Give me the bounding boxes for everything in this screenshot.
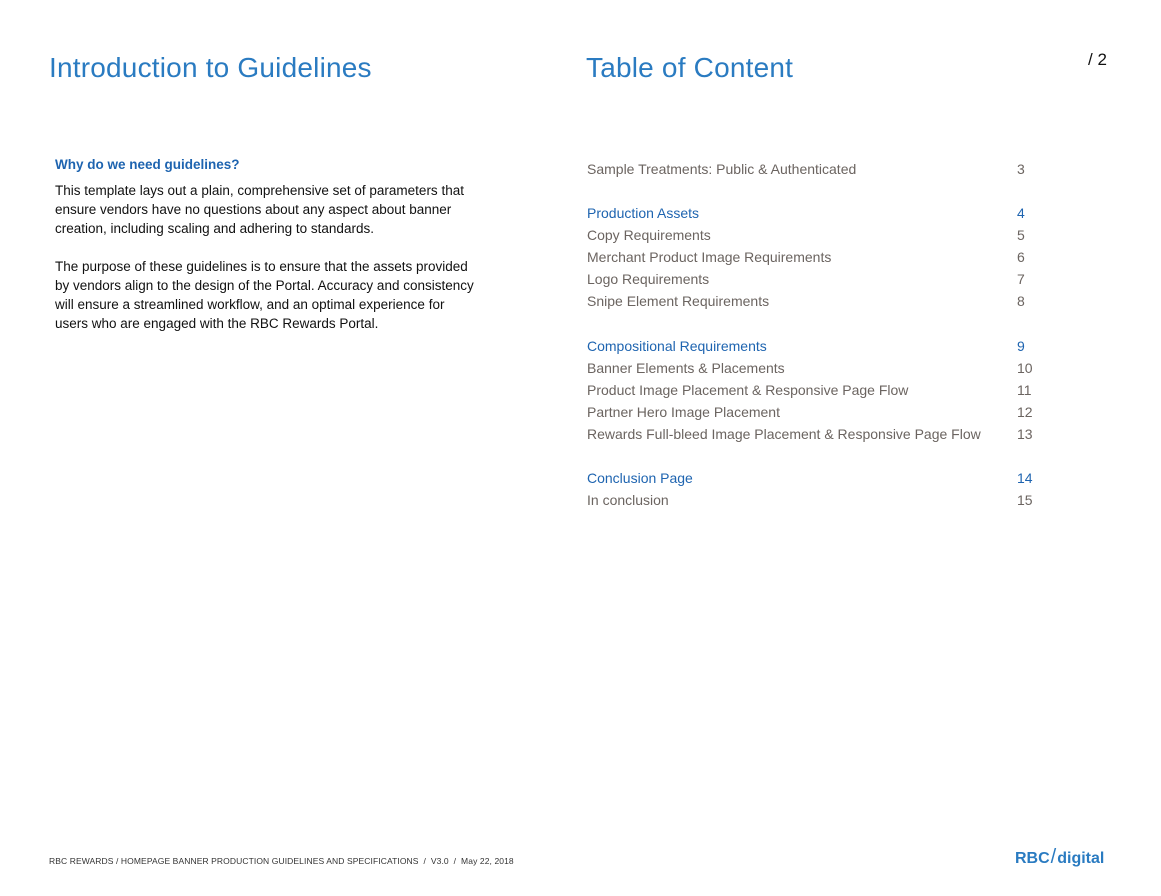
toc-item-page: 13 <box>1017 426 1033 442</box>
toc-item-page: 7 <box>1017 271 1025 287</box>
toc-item-partner-hero[interactable] <box>587 401 1033 423</box>
toc-item-page: 9 <box>1017 338 1025 354</box>
footer-text: RBC REWARDS / HOMEPAGE BANNER PRODUCTION GUIDELINES AND SPECIFICATIONS / V3.0 / May 22, 2018 <box>49 856 514 866</box>
toc-item-page: 3 <box>1017 161 1025 177</box>
intro-paragraph: The purpose of these guidelines is to ensure that the assets provided by vendors align to the design of the Portal. Accuracy and consistency will ensure a streamlined workflow, and an optimal experience for users who are engaged with the RBC Rewards Portal. <box>55 259 474 331</box>
toc-item-snipe-element[interactable] <box>587 290 1033 312</box>
intro-title: Introduction to Guidelines <box>49 52 372 83</box>
intro-paragraph: This template lays out a plain, comprehensive set of parameters that ensure vendors have no questions about any aspect about banner creation, including scaling and adhering to standards. <box>55 183 464 236</box>
toc-item-page: 11 <box>1017 382 1032 398</box>
toc-item-label: Conclusion Page <box>587 470 693 486</box>
toc-item-page: 10 <box>1017 360 1033 376</box>
toc-item-label: Production Assets <box>587 205 700 221</box>
toc-item-label: Banner Elements & Placements <box>587 360 785 376</box>
intro-subtitle: Why do we need guidelines? <box>55 157 240 172</box>
toc-item-label: Compositional Requirements <box>587 338 767 354</box>
toc-item-label: Product Image Placement & Responsive Page Flow <box>587 382 909 398</box>
toc-item-product-image-placement[interactable] <box>587 379 1033 401</box>
toc-item-rewards-full-bleed[interactable] <box>587 423 1033 445</box>
toc-item-page: 15 <box>1017 492 1033 508</box>
toc-item-banner-elements[interactable] <box>587 357 1033 379</box>
toc-item-label: Snipe Element Requirements <box>587 293 770 309</box>
logo-slash: / <box>1050 846 1057 868</box>
toc-item-sample-treatments[interactable] <box>587 158 1033 180</box>
toc-item-page: 4 <box>1017 205 1025 221</box>
toc-item-page: 6 <box>1017 249 1025 265</box>
toc-section-production-assets[interactable] <box>587 202 1033 224</box>
rbc-digital-logo <box>1015 846 1104 869</box>
toc-item-label: Logo Requirements <box>587 271 710 287</box>
toc-item-page: 8 <box>1017 293 1025 309</box>
toc-item-page: 5 <box>1017 227 1025 243</box>
toc-item-label: Sample Treatments: Public & Authenticated <box>587 161 857 177</box>
toc-item-copy-requirements[interactable] <box>587 224 1033 246</box>
toc-section-compositional[interactable] <box>587 335 1033 357</box>
toc-item-label: Copy Requirements <box>587 227 711 243</box>
toc-item-page: 12 <box>1017 404 1033 420</box>
toc-item-in-conclusion[interactable] <box>587 489 1033 511</box>
toc-item-label: In conclusion <box>587 492 669 508</box>
toc-item-merchant-product-image[interactable] <box>587 246 1033 268</box>
toc-item-label: Rewards Full-bleed Image Placement & Responsive Page Flow <box>587 426 981 442</box>
logo-digital: digital <box>1057 850 1105 867</box>
toc-item-label: Merchant Product Image Requirements <box>587 249 832 265</box>
logo-rbc: RBC <box>1015 850 1050 867</box>
toc-section-conclusion-page[interactable] <box>587 467 1033 489</box>
toc-title: Table of Content <box>586 52 794 83</box>
toc-item-label: Partner Hero Image Placement <box>587 404 780 420</box>
page-number: / 2 <box>1088 50 1107 69</box>
toc-item-logo-requirements[interactable] <box>587 268 1033 290</box>
toc-item-page: 14 <box>1017 470 1033 486</box>
